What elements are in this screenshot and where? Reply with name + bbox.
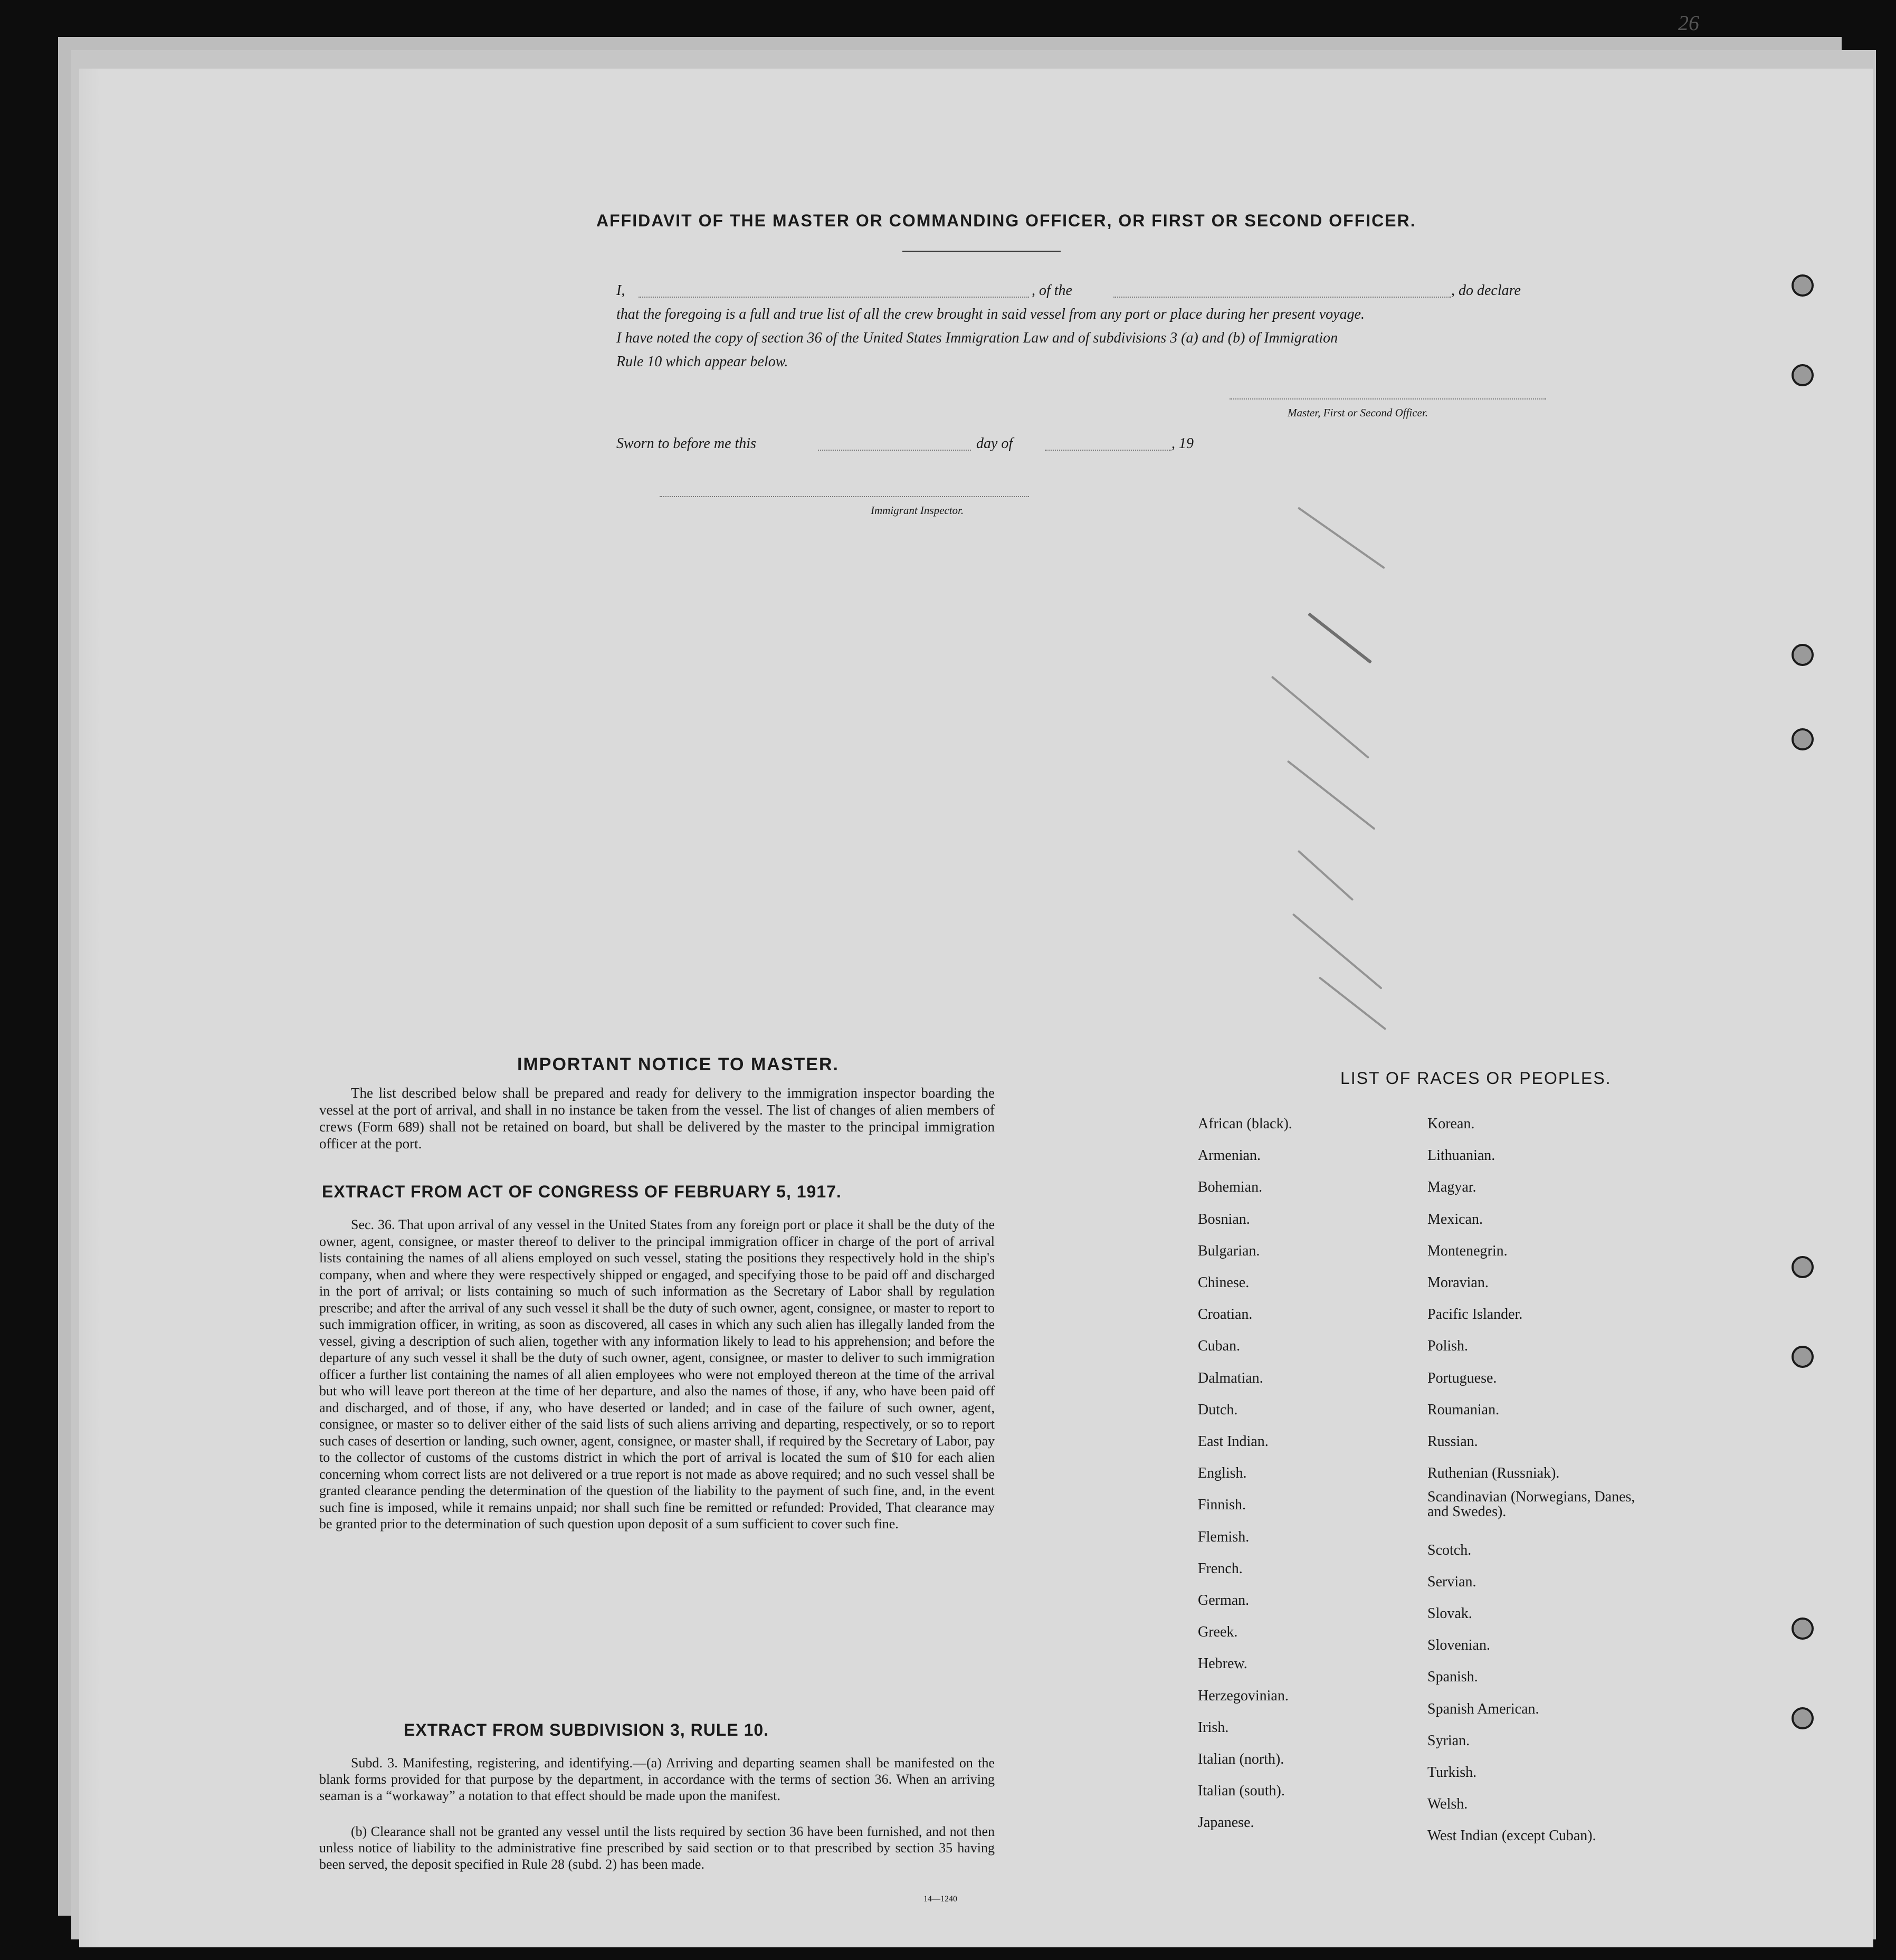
race-item: Roumanian. <box>1427 1401 1500 1418</box>
race-item: Italian (south). <box>1198 1783 1285 1800</box>
do-declare-label: , do declare <box>1451 282 1521 299</box>
race-item: Armenian. <box>1198 1147 1261 1164</box>
vessel-blank[interactable] <box>1113 297 1451 298</box>
pencil-mark <box>1287 760 1376 830</box>
race-item: Portuguese. <box>1427 1369 1497 1386</box>
race-item: Croatian. <box>1198 1306 1253 1323</box>
extract-act-title: EXTRACT FROM ACT OF CONGRESS OF FEBRUARY 5, 1917. <box>322 1182 842 1201</box>
race-item: Finnish. <box>1198 1497 1246 1514</box>
binder-hole-icon <box>1792 1618 1814 1640</box>
i-label: I, <box>616 282 625 299</box>
race-item: Moravian. <box>1427 1274 1489 1291</box>
race-item: West Indian (except Cuban). <box>1427 1828 1596 1844</box>
race-item: Russian. <box>1427 1433 1478 1450</box>
binder-hole-icon <box>1792 1707 1814 1729</box>
binder-hole-icon <box>1792 728 1814 750</box>
race-item: English. <box>1198 1465 1247 1482</box>
race-item: Italian (north). <box>1198 1751 1284 1767</box>
master-signature-line[interactable] <box>1230 398 1546 399</box>
race-item: Polish. <box>1427 1338 1469 1355</box>
race-item: East Indian. <box>1198 1433 1269 1450</box>
day-of-label: day of <box>976 435 1013 452</box>
race-item: Greek. <box>1198 1624 1238 1641</box>
race-item: Scandinavian (Norwegians, Danes, and Swedes). <box>1427 1489 1635 1520</box>
affidavit-line-3: I have noted the copy of section 36 of the United States Immigration Law and of subdivisions 3 (a) and (b) of Immigration <box>616 330 1338 346</box>
race-item: Turkish. <box>1427 1764 1477 1781</box>
name-blank[interactable] <box>639 297 1029 298</box>
race-item: French. <box>1198 1560 1243 1577</box>
race-item: Hebrew. <box>1198 1655 1247 1672</box>
race-item: Mexican. <box>1427 1211 1483 1228</box>
title-underline <box>902 251 1061 252</box>
sworn-label: Sworn to before me this <box>616 435 756 452</box>
race-item: Montenegrin. <box>1427 1242 1508 1259</box>
race-item: Bohemian. <box>1198 1179 1263 1196</box>
race-item: Slovak. <box>1427 1605 1472 1622</box>
year-label: , 19 <box>1171 435 1194 452</box>
page-number-mark: 26 <box>1678 11 1699 35</box>
race-item: Syrian. <box>1427 1732 1470 1749</box>
form-number: 14—1240 <box>923 1895 957 1904</box>
binder-hole-icon <box>1792 1256 1814 1278</box>
race-item: Scotch. <box>1427 1542 1472 1558</box>
race-item: Spanish American. <box>1427 1700 1539 1717</box>
document-page <box>79 69 1873 1947</box>
race-item: German. <box>1198 1592 1250 1609</box>
pencil-mark <box>1298 850 1354 901</box>
races-title: LIST OF RACES OR PEOPLES. <box>1340 1069 1612 1088</box>
notice-title: IMPORTANT NOTICE TO MASTER. <box>517 1054 839 1074</box>
extract-rule-title: EXTRACT FROM SUBDIVISION 3, RULE 10. <box>404 1720 769 1739</box>
race-item: Bulgarian. <box>1198 1242 1260 1259</box>
pencil-mark <box>1271 675 1369 758</box>
inspector-signature-line[interactable] <box>660 496 1029 497</box>
binder-hole-icon <box>1792 644 1814 666</box>
extract-act-text: Sec. 36. That upon arrival of any vessel in the United States from any foreign port or place it shall be the duty of the owner, agent, consignee, or master thereof to deliver to the principal immigration officer in charge of the port of arrival lists containing the names of all aliens employed on such vessel, stating the positions they respectively hold in the ship's company, when and where they were respectively shipped or engaged, and specifying those to be paid off and discharged in the port of arrival; or lists containing so much of such information as the Secretary of Labor shall by regulation prescribe; and after the arrival of any such vessel it shall be the duty of such owner, agent, consignee, or master to report to such immigration officer, in writing, as soon as discovered, all cases in which any such alien has illegally landed from the vessel, giving a description of such alien, together with any information likely to lead to his apprehension; and before the departure of any such vessel it shall be the duty of such owner, agent, consignee, or master to deliver to such immigration officer a further list containing the names of all alien employees who were not employed thereon at the time of the arrival but who will leave port thereon at the time of her departure, and also the names of those, if any, who have been paid off and discharged, and of those, if any, who have deserted or landed; and in case of the failure of such owner, agent, consignee, or master so to deliver either of the said lists of such aliens arriving and departing, respectively, or so to report such cases of desertion or landing, such owner, agent, consignee, or master shall, if required by the Secretary of Labor, pay to the collector of customs of the customs district in which the port of arrival is located the sum of $10 for each alien concerning whom correct lists are not delivered or a true report is not made as above required; and no such vessel shall be granted clearance pending the determination of the question of the liability to the payment of such fine, and, in the event such fine is imposed, while it remains unpaid; nor shall such fine be remitted or refunded: Provided, That clearance may be granted prior to the determination of such question upon deposit of a sum sufficient to cover such fine. <box>319 1217 995 1531</box>
extract-rule-text-b: (b) Clearance shall not be granted any vessel until the lists required by section 36 have been furnished, and not then unless notice of liability to the administrative fine prescribed by said section or to that prescribed by section 35 having been served, the deposit specified in Rule 28 (subd. 2) has been made. <box>319 1824 995 1872</box>
affidavit-line-1 <box>616 282 625 299</box>
race-item: Japanese. <box>1198 1814 1254 1831</box>
race-item: Servian. <box>1427 1573 1476 1590</box>
bleed-through-heading <box>327 158 339 193</box>
extract-rule-text-a: Subd. 3. Manifesting, registering, and identifying.—(a) Arriving and departing seamen shall be manifested on the blank forms provided for that purpose by the department, in accordance with the terms of section 36. When an arriving seaman is a “workaway” a notation to that effect should be made upon the manifest. <box>319 1755 995 1803</box>
pencil-mark <box>1292 913 1383 989</box>
binder-hole-icon <box>1792 274 1814 297</box>
race-item: Spanish. <box>1427 1669 1478 1686</box>
race-item: Magyar. <box>1427 1179 1476 1196</box>
race-item: Lithuanian. <box>1427 1147 1495 1164</box>
master-label: Master, First or Second Officer. <box>1288 406 1428 419</box>
notice-text: The list described below shall be prepared and ready for delivery to the immigration inspector boarding the vessel at the port of arrival, and shall in no instance be taken from the vessel. The list of changes of alien members of crews (Form 689) shall not be retained on board, but shall be delivered by the master to the principal immigration officer at the port. <box>319 1085 995 1152</box>
race-item: Slovenian. <box>1427 1637 1490 1654</box>
pencil-mark <box>1298 507 1385 569</box>
race-item: Bosnian. <box>1198 1211 1250 1228</box>
race-item: Flemish. <box>1198 1528 1250 1545</box>
race-item: Dalmatian. <box>1198 1369 1263 1386</box>
affidavit-line-4: Rule 10 which appear below. <box>616 354 788 370</box>
race-item: Ruthenian (Russniak). <box>1427 1465 1560 1482</box>
pencil-mark <box>1308 613 1372 664</box>
race-item: Chinese. <box>1198 1274 1250 1291</box>
race-item: Welsh. <box>1427 1796 1468 1813</box>
sworn-day-blank[interactable] <box>818 450 971 451</box>
race-item: Dutch. <box>1198 1401 1238 1418</box>
binder-hole-icon <box>1792 1346 1814 1368</box>
binder-hole-icon <box>1792 364 1814 386</box>
race-item: Herzegovinian. <box>1198 1687 1289 1704</box>
race-item: African (black). <box>1198 1116 1292 1132</box>
race-item: Irish. <box>1198 1719 1229 1736</box>
race-item: Korean. <box>1427 1116 1475 1132</box>
inspector-label: Immigrant Inspector. <box>871 504 964 517</box>
race-item: Pacific Islander. <box>1427 1306 1523 1323</box>
affidavit-title: AFFIDAVIT OF THE MASTER OR COMMANDING OFFICER, OR FIRST OR SECOND OFFICER. <box>596 211 1416 230</box>
of-the-label: , of the <box>1032 282 1072 299</box>
race-item: Cuban. <box>1198 1338 1241 1355</box>
affidavit-line-2: that the foregoing is a full and true list of all the crew brought in said vessel from any port or place during her present voyage. <box>616 306 1365 322</box>
sworn-month-blank[interactable] <box>1045 450 1171 451</box>
